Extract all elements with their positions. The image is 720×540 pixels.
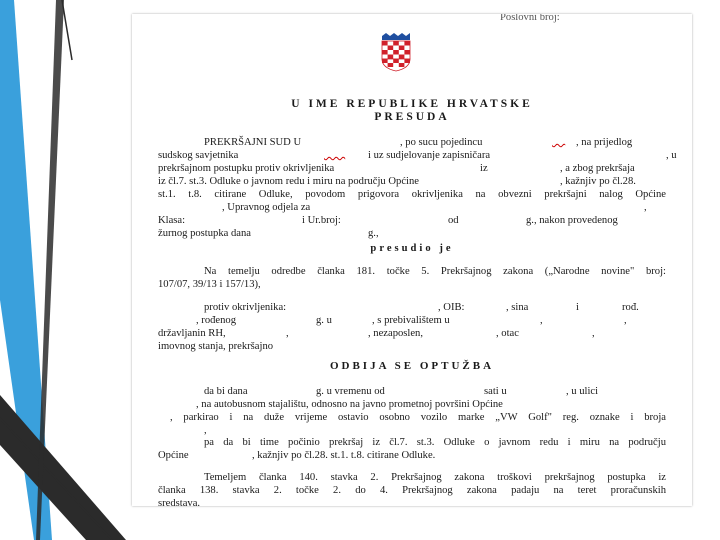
p1-iz: iz — [480, 163, 488, 174]
heading-presudio: presudio je — [370, 243, 454, 254]
p3-unemployed: , nezaposlen, — [368, 328, 424, 339]
heading-republic: U IME REPUBLIKE HRVATSKE — [291, 98, 533, 110]
dark-stripe-wide — [0, 395, 126, 540]
p3-comma3: , — [286, 328, 289, 339]
p3-oib: , OIB: — [438, 302, 465, 313]
p3-residence: , s prebivalištem u — [372, 315, 450, 326]
p4-time: g. u vremenu od — [316, 386, 385, 397]
p2-line1: Na temelju odredbe članka 181. točke 5. Prekršajnog zakona („Narodne novine" broj: — [204, 266, 666, 277]
p1-comma: , — [644, 202, 647, 213]
croatian-coat-of-arms-icon — [380, 32, 412, 72]
p1-procedure: prekršajnom postupku protiv okrivljenika — [158, 163, 335, 174]
p1-court: PREKRŠAJNI SUD U — [204, 137, 302, 148]
p3-son: , sina — [506, 302, 529, 313]
p1-objection: st.1. t.8. citirane Odluke, povodom prigovora okrivljenika na obvezni prekršajni nalog Općine — [158, 189, 666, 200]
p1-clerk: i uz sudjelovanje zapisničara — [368, 150, 491, 161]
p1-urgent: žurnog postupka dana — [158, 228, 251, 239]
p1-od: od — [448, 215, 459, 226]
p1-offence: , a zbog prekršaja — [560, 163, 635, 174]
p1-proposal: , na prijedlog — [576, 137, 633, 148]
p4-comma: , — [204, 425, 207, 436]
p4-hours: sati u — [484, 386, 507, 397]
p3-citizen: državljanin RH, — [158, 328, 226, 339]
p2-line2: 107/07, 39/13 i 157/13), — [158, 279, 261, 290]
p3-property: imovnog stanja, prekršajno — [158, 341, 274, 352]
p3-father: , otac — [496, 328, 519, 339]
p3-and: i — [576, 302, 579, 313]
p1-judge: , po sucu pojedincu — [400, 137, 483, 148]
p3-in: g. u — [316, 315, 332, 326]
p3-comma2: , — [624, 315, 627, 326]
p1-after: g., nakon provedenog — [526, 215, 618, 226]
p4-municipality: Općine — [158, 450, 189, 461]
p4-committed: pa da bi time počinio prekršaj iz čl.7. st.3. Odluke o javnom redu i miru na području — [204, 437, 666, 448]
dark-stripe-thin-1 — [0, 418, 112, 540]
p1-department: , Upravnog odjela za — [222, 202, 311, 213]
p5-line3: sredstava. — [158, 498, 201, 506]
p4-parked: , parkirao i na duže vrijeme ostavio osobno vozilo marke „VW Golf" reg. oznake i broja — [170, 412, 666, 423]
case-number-label: Poslovni broj: — [500, 14, 560, 23]
p5-line1: Temeljem članka 140. stavka 2. Prekršajnog zakona troškovi prekršajnog postupka iz — [204, 472, 666, 483]
p3-defendant: protiv okrivljenika: — [204, 302, 287, 313]
p1-article: iz čl.7. st.3. Odluke o javnom redu i miru na području Općine — [158, 176, 419, 187]
p4-punishable: , kažnjiv po čl.28. st.1. t.8. citirane Odluke. — [252, 450, 436, 461]
p1-squiggle — [552, 134, 574, 146]
p4-street: , u ulici — [566, 386, 599, 397]
p3-comma1: , — [540, 315, 543, 326]
p5-line2: članka 138. stavka 2. točke 2. do 4. Prekršajnog zakona padaju na teret proračunskih — [158, 485, 666, 496]
p1-squiggle-2 — [324, 147, 362, 159]
p4-bus-stop: , na autobusnom stajalištu, odnosno na javno prometnoj površini Općine — [196, 399, 503, 410]
p1-klasa: Klasa: — [158, 215, 186, 226]
p1-u: , u — [666, 150, 677, 161]
p3-rod: rođ. — [622, 302, 639, 313]
p4-date: da bi dana — [204, 386, 248, 397]
heading-odbija: ODBIJA SE OPTUŽBA — [329, 360, 495, 372]
p3-born: , rođenog — [196, 315, 237, 326]
court-verdict-document — [132, 14, 692, 506]
p1-g: g., — [368, 228, 379, 239]
p3-comma4: , — [592, 328, 595, 339]
p1-urbroj: i Ur.broj: — [302, 215, 341, 226]
p1-advisor: sudskog savjetnika — [158, 150, 239, 161]
p1-punishable: , kažnjiv po čl.28. — [560, 176, 636, 187]
heading-presuda: PRESUDA — [374, 111, 450, 123]
